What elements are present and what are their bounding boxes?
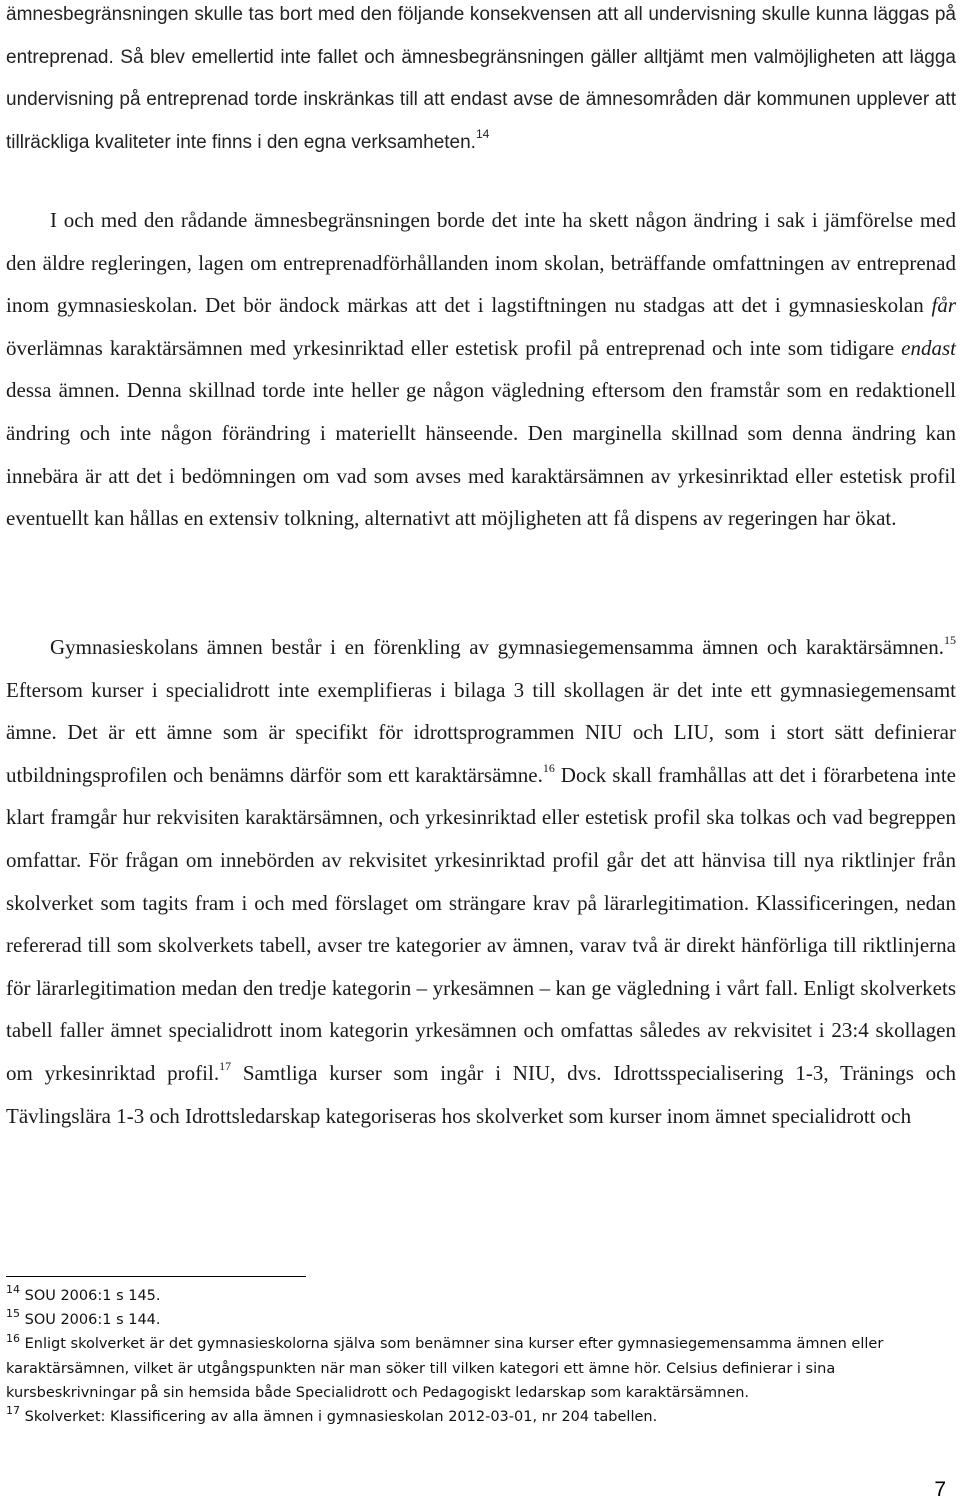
footnote-number: 15 <box>6 1307 20 1321</box>
footnote-separator <box>6 1276 306 1277</box>
footnote-number: 14 <box>6 1283 20 1297</box>
footnote-text: SOU 2006:1 s 145. <box>20 1288 161 1304</box>
footnote-text: Enligt skolverket är det gymnasieskolorna själva som benämner sina kurser efter gymnasiegemensamma ämnen eller karaktärsämnen, vilket är utgångspunkten när man söker till vilken kategori ett ämne hör. Celsius definierar i sina kursbeskrivningar på sin hemsida både Specialidrott och Pedagogiskt ledarskap som karaktärsämnen. <box>6 1336 884 1401</box>
footnote-17 <box>6 1405 956 1429</box>
footnotes <box>6 1284 956 1429</box>
footnote-14 <box>6 1284 956 1308</box>
paragraph-2 <box>6 199 956 540</box>
body-text: Samtliga kurser som ingår i NIU, dvs. Idrottsspecialisering 1-3, Tränings och Tävlingslära 1-3 och Idrottsledarskap kategoriseras hos skolverket som kurser inom ämnet specialidrott och <box>6 1060 956 1128</box>
footnote-15 <box>6 1308 956 1332</box>
body-text: ämnesbegränsningen skulle tas bort med den följande konsekvensen att all undervisning skulle kunna läggas på entreprenad. Så blev emellertid inte fallet och ämnesbegränsningen gäller alltjämt men valmöjligheten att lägga undervisning på entreprenad torde inskränkas till att endast avse de ämnesområden där kommunen upplever att tillräckliga kvaliteter inte finns i den egna verksamheten. <box>6 4 956 153</box>
footnote-reference: 17 <box>219 1058 232 1073</box>
body-text: I och med den rådande ämnesbegränsningen borde det inte ha skett någon ändring i sak i jämförelse med den äldre regleringen, lagen om entreprenadförhållanden inom skolan, beträffande omfattningen av entreprenad inom gymnasieskolan. Det bör ändock märkas att det i lagstiftningen nu stadgas att det i gymnasieskolan <box>6 208 956 318</box>
paragraph-3 <box>6 626 956 1137</box>
footnote-number: 17 <box>6 1404 20 1418</box>
body-text: Gymnasieskolans ämnen består i en förenkling av gymnasiegemensamma ämnen och karaktärsämnen. <box>50 635 944 659</box>
footnote-16 <box>6 1332 956 1405</box>
emphasized-text: får <box>931 293 956 318</box>
emphasized-text: endast <box>901 335 956 360</box>
footnote-text: SOU 2006:1 s 144. <box>20 1312 161 1329</box>
footnote-reference: 15 <box>944 633 956 647</box>
body-text: dessa ämnen. Denna skillnad torde inte heller ge någon vägledning eftersom den framstår som en redaktionell ändring och inte någon förändring i materiellt hänseende. Den marginella skillnad som denna ändring kan innebära är att det i bedömningen om vad som avses med karaktärsämnen av yrkesinriktad eller estetisk profil eventuellt kan hållas en extensiv tolkning, alternativt att möjligheten att få dispens av regeringen har ökat. <box>6 378 956 531</box>
page-number: 7 <box>934 1478 946 1501</box>
body-text: Dock skall framhållas att det i förarbetena inte klart framgår hur rekvisiten karaktärsämnen, och yrkesinriktad eller estetisk profil ska tolkas och vad begreppen omfattar. För frågan om innebörden av rekvisitet yrkesinriktad profil går det att hänvisa till nya riktlinjer från skolverket som tagits fram i och med förslaget om strängare krav på lärarlegitimation. Klassificeringen, nedan refererad till som skolverkets tabell, avser tre kategorier av ämnen, varav två är direkt hänförliga till riktlinjerna för lärarlegitimation medan den tredje kategorin – yrkesämnen – kan ge vägledning i vårt fall. Enligt skolverkets tabell faller ämnet specialidrott inom kategorin yrkesämnen och omfattas således av rekvisitet i 23:4 skollagen om yrkesinriktad profil. <box>6 762 957 1085</box>
body-text: överlämnas karaktärsämnen med yrkesinriktad eller estetisk profil på entreprenad och inte som tidigare <box>6 335 902 360</box>
footnote-reference: 14 <box>475 127 490 142</box>
footnote-reference: 16 <box>542 760 555 775</box>
body-text: Eftersom kurser i specialidrott inte exemplifieras i bilaga 3 till skollagen är det inte ett gymnasiegemensamt ämne. Det är ett ämne som är specifikt för idrottsprogrammen NIU och LIU, som i stort sätt definierar utbildningsprofilen och benämns därför som ett karaktärsämne. <box>6 677 956 787</box>
footnote-number: 16 <box>6 1331 20 1345</box>
footnote-text: Skolverket: Klassificering av alla ämnen i gymnasieskolan 2012-03-01, nr 204 tabellen. <box>20 1409 658 1426</box>
paragraph-1 <box>6 0 956 164</box>
